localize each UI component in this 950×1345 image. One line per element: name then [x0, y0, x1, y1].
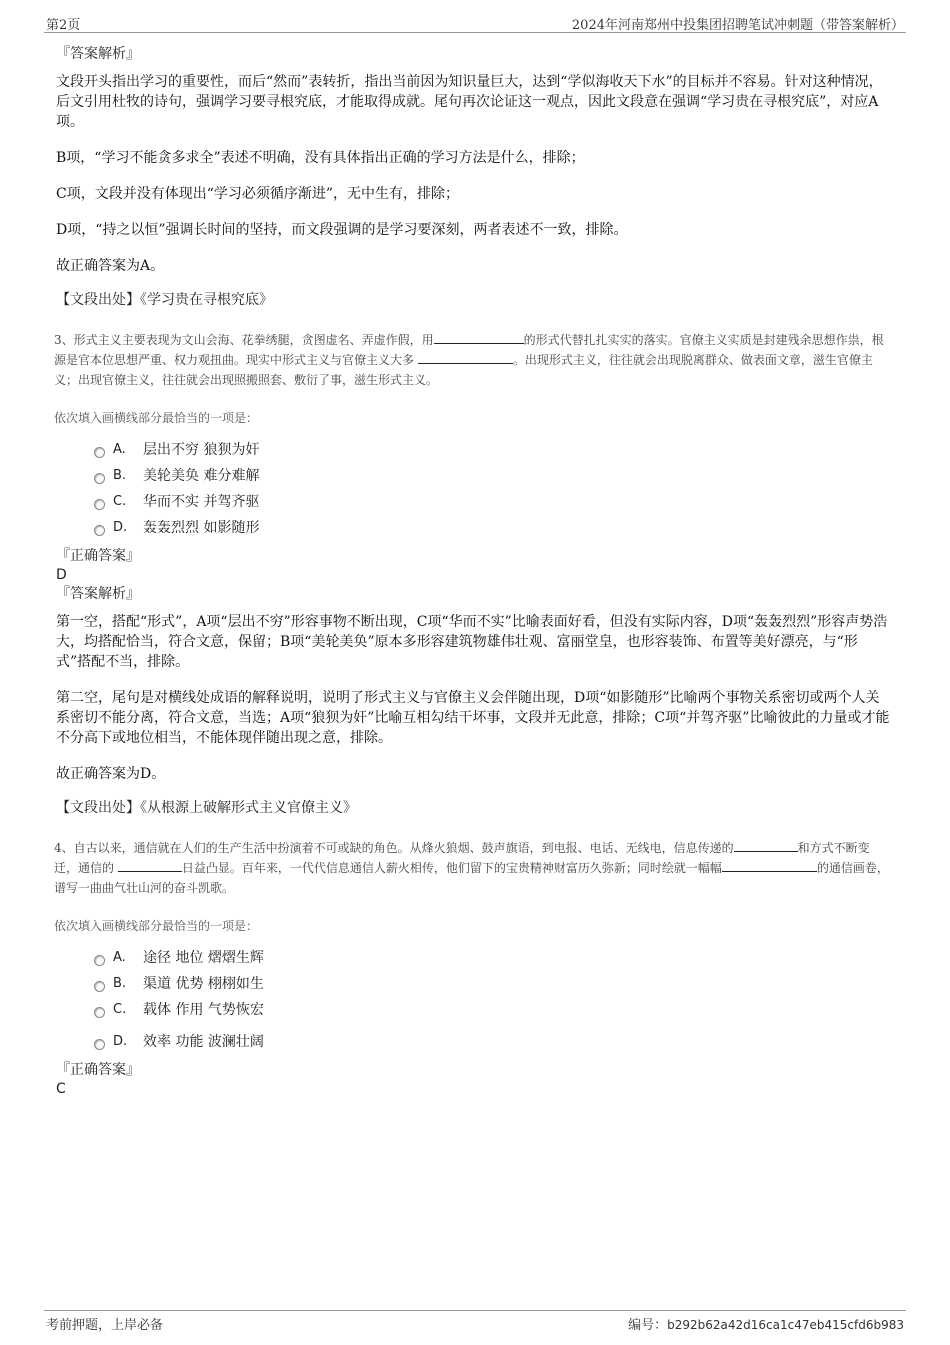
- blank-line: [734, 839, 798, 852]
- document-code-label: 编号：: [628, 1318, 668, 1333]
- radio-icon[interactable]: [94, 525, 105, 536]
- analysis-conclusion: 故正确答案为A。: [56, 258, 165, 274]
- option-a[interactable]: A. 途径 地位 熠熠生辉: [94, 944, 892, 970]
- blank-line: [434, 331, 524, 344]
- correct-answer-heading: 『正确答案』: [56, 1062, 140, 1078]
- question-4-prompt: 依次填入画横线部分最恰当的一项是：: [54, 919, 259, 933]
- blank-line: [418, 351, 513, 364]
- question-3-stem: 3、形式主义主要表现为文山会海、花拳绣腿，贪图虚名、弄虚作假，用 的形式代替扎扎实实的落实。官僚主义实质是封建残余思想作祟，根源是官本位思想严重、权力观扭曲。现实中形式主义与官僚主义大多 。出现形式主义，往往就会出现脱离群众、做表面文章，滋生官僚主义；出现官僚主义，往往就会出现照搬照套、敷衍了事，滋生形式主义。: [54, 333, 884, 387]
- radio-icon[interactable]: [94, 447, 105, 458]
- question-3-prompt: 依次填入画横线部分最恰当的一项是：: [54, 411, 259, 425]
- analysis-paragraph: D项，“持之以恒”强调长时间的坚持，而文段强调的是学习要深刻，两者表述不一致，排除。: [56, 222, 628, 238]
- page-footer: [44, 1310, 906, 1331]
- option-d[interactable]: D. 轰轰烈烈 如影随形: [94, 514, 892, 540]
- page-number: 第2页: [46, 18, 81, 33]
- option-b[interactable]: B. 美轮美奂 难分难解: [94, 462, 892, 488]
- source-citation: 【文段出处】《学习贵在寻根究底》: [56, 292, 273, 308]
- analysis-paragraph: C项，文段并没有体现出“学习必须循序渐进”，无中生有，排除；: [56, 186, 460, 202]
- radio-icon[interactable]: [94, 1007, 105, 1018]
- footer-slogan: 考前押题，上岸必备: [46, 1318, 164, 1333]
- option-a[interactable]: A. 层出不穷 狼狈为奸: [94, 436, 892, 462]
- question-4-options: [94, 944, 892, 1054]
- correct-answer-value: C: [56, 1081, 66, 1097]
- analysis-paragraph: B项，“学习不能贪多求全”表述不明确，没有具体指出正确的学习方法是什么，排除；: [56, 150, 585, 166]
- correct-answer-value: D: [56, 567, 67, 583]
- radio-icon[interactable]: [94, 955, 105, 966]
- source-citation: 【文段出处】《从根源上破解形式主义官僚主义》: [56, 800, 357, 816]
- analysis-paragraph: 第二空，尾句是对横线处成语的解释说明，说明了形式主义与官僚主义会伴随出现，D项“如影随形”比喻两个事物关系密切或两个人关系密切不能分离，符合文意，当选；A项“狼狈为奸”比喻互相勾结干坏事，文段并无此意，排除；C项“并驾齐驱”比喻彼此的力量或才能不分高下或地位相当，不能体现伴随出现之意，排除。: [56, 690, 890, 746]
- analysis-heading: 『答案解析』: [56, 586, 140, 602]
- blank-line: [118, 859, 182, 872]
- radio-icon[interactable]: [94, 1039, 105, 1050]
- question-3-options: [94, 436, 892, 540]
- analysis-heading: 『答案解析』: [56, 46, 140, 62]
- blank-line: [722, 859, 817, 872]
- document-code: [628, 1314, 904, 1333]
- option-d[interactable]: D. 效率 功能 波澜壮阔: [94, 1028, 892, 1054]
- radio-icon[interactable]: [94, 499, 105, 510]
- option-c[interactable]: C. 华而不实 并驾齐驱: [94, 488, 892, 514]
- document-code-value: b292b62a42d16ca1c47eb415cfd6b983: [667, 1318, 904, 1332]
- page-header: [44, 12, 906, 33]
- question-4-stem: 4、自古以来，通信就在人们的生产生活中扮演着不可或缺的角色。从烽火狼烟、鼓声旗语，到电报、电话、无线电，信息传递的 和方式不断变迁，通信的 日益凸显。百年来，一代代信息通信人薪火相传，他们留下的宝贵精神财富历久弥新；同时绘就一幅幅 的通信画卷，谱写一曲曲气壮山河的奋斗凯歌。: [54, 841, 889, 895]
- radio-icon[interactable]: [94, 981, 105, 992]
- option-c[interactable]: C. 载体 作用 气势恢宏: [94, 996, 892, 1022]
- document-title: 2024年河南郑州中投集团招聘笔试冲刺题（带答案解析）: [571, 18, 904, 33]
- analysis-paragraph: 第一空，搭配“形式”，A项“层出不穷”形容事物不断出现，C项“华而不实”比喻表面好看，但没有实际内容，D项“轰轰烈烈”形容声势浩大，均搭配恰当，符合文意，保留；B项“美轮美奂”原本多形容建筑物雄伟壮观、富丽堂皇，也形容装饰、布置等美好漂亮，与“形式”搭配不当，排除。: [56, 614, 888, 670]
- analysis-paragraph: 文段开头指出学习的重要性，而后“然而”表转折，指出当前因为知识量巨大，达到“学似海收天下水”的目标并不容易。针对这种情况，后文引用杜牧的诗句，强调学习要寻根究底，才能取得成就。尾句再次论证这一观点，因此文段意在强调“学习贵在寻根究底”，对应A项。: [56, 74, 883, 130]
- correct-answer-heading: 『正确答案』: [56, 548, 140, 564]
- page-content: [56, 44, 892, 1098]
- analysis-conclusion: 故正确答案为D。: [56, 766, 166, 782]
- radio-icon[interactable]: [94, 473, 105, 484]
- option-b[interactable]: B. 渠道 优势 栩栩如生: [94, 970, 892, 996]
